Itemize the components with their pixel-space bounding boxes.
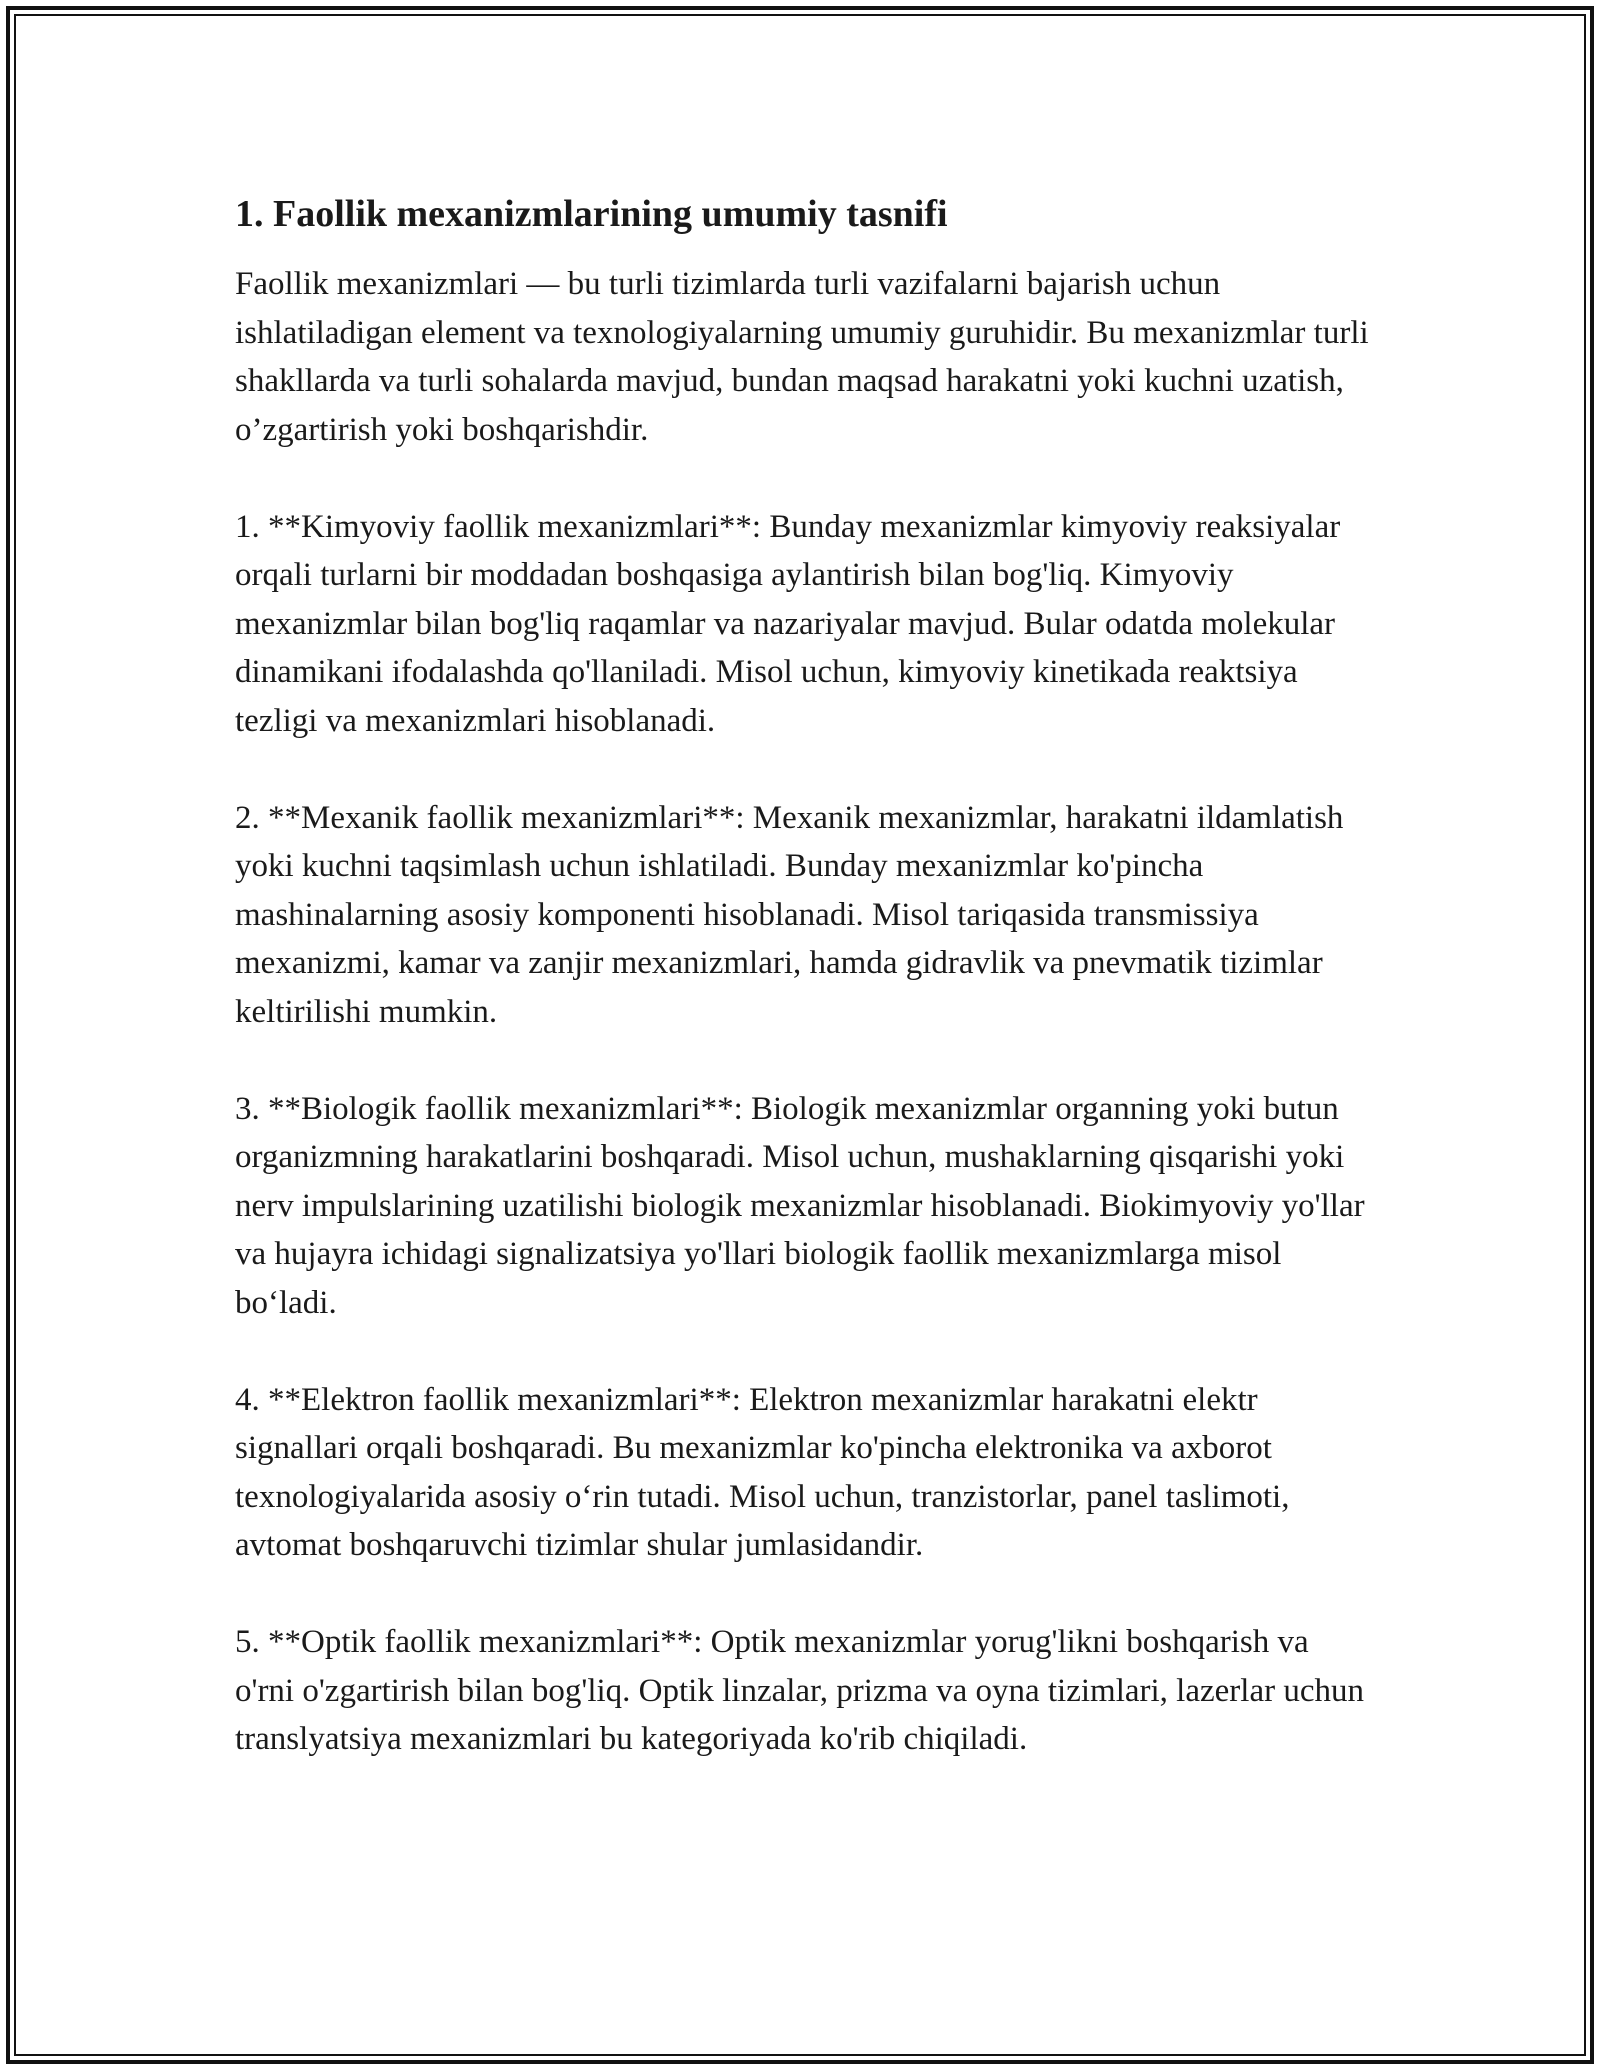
- paragraph-mechanical: 2. **Mexanik faollik mexanizmlari**: Mexanik mexanizmlar, harakatni ildamlatish yoki kuchni taqsimlash uchun ishlatiladi. Bunday mexanizmlar ko'pincha mashinalarning asosiy komponenti hisoblanadi. Misol tariqasida transmissiya mexanizmi, kamar va zanjir mexanizmlari, hamda gidravlik va pnevmatik tizimlar keltirilishi mumkin.: [235, 799, 1344, 1030]
- section-heading: 1. Faollik mexanizmlarining umumiy tasnifi: [235, 193, 948, 235]
- paragraph-chemical: 1. **Kimyoviy faollik mexanizmlari**: Bunday mexanizmlar kimyoviy reaksiyalar orqali turlarni bir moddadan boshqasiga aylantirish bilan bog'liq. Kimyoviy mexanizmlar bilan bog'liq raqamlar va nazariyalar mavjud. Bular odatda molekular dinamikani ifodalashda qo'llaniladi. Misol uchun, kimyoviy kinetikada reaktsiya tezligi va mexanizmlari hisoblanadi.: [235, 508, 1341, 739]
- paragraph-biological: 3. **Biologik faollik mexanizmlari**: Biologik mexanizmlar organning yoki butun organizmning harakatlarini boshqaradi. Misol uchun, mushaklarning qisqarishi yoki nerv impulslarining uzatilishi biologik mexanizmlar hisoblanadi. Biokimyoviy yo'llar va hujayra ichidagi signalizatsiya yo'llari biologik faollik mexanizmlarga misol bo‘ladi.: [235, 1090, 1365, 1321]
- document-body: [235, 190, 1375, 1812]
- paragraph-optical: 5. **Optik faollik mexanizmlari**: Optik mexanizmlar yorug'likni boshqarish va o'rni o'zgartirish bilan bog'liq. Optik linzalar, prizma va oyna tizimlari, lazerlar uchun translyatsiya mexanizmlari bu kategoriyada ko'rib chiqiladi.: [235, 1624, 1364, 1757]
- paragraph-electronic: 4. **Elektron faollik mexanizmlari**: Elektron mexanizmlar harakatni elektr signallari orqali boshqaradi. Bu mexanizmlar ko'pincha elektronika va axborot texnologiyalarida asosiy o‘rin tutadi. Misol uchun, tranzistorlar, panel taslimoti, avtomat boshqaruvchi tizimlar shular jumlasidandir.: [235, 1381, 1290, 1563]
- intro-paragraph: Faollik mexanizmlari — bu turli tizimlarda turli vazifalarni bajarish uchun ishlatiladigan element va texnologiyalarning umumiy guruhidir. Bu mexanizmlar turli shakllarda va turli sohalarda mavjud, bundan maqsad harakatni yoki kuchni uzatish, o’zgartirish yoki boshqarishdir.: [235, 266, 1369, 448]
